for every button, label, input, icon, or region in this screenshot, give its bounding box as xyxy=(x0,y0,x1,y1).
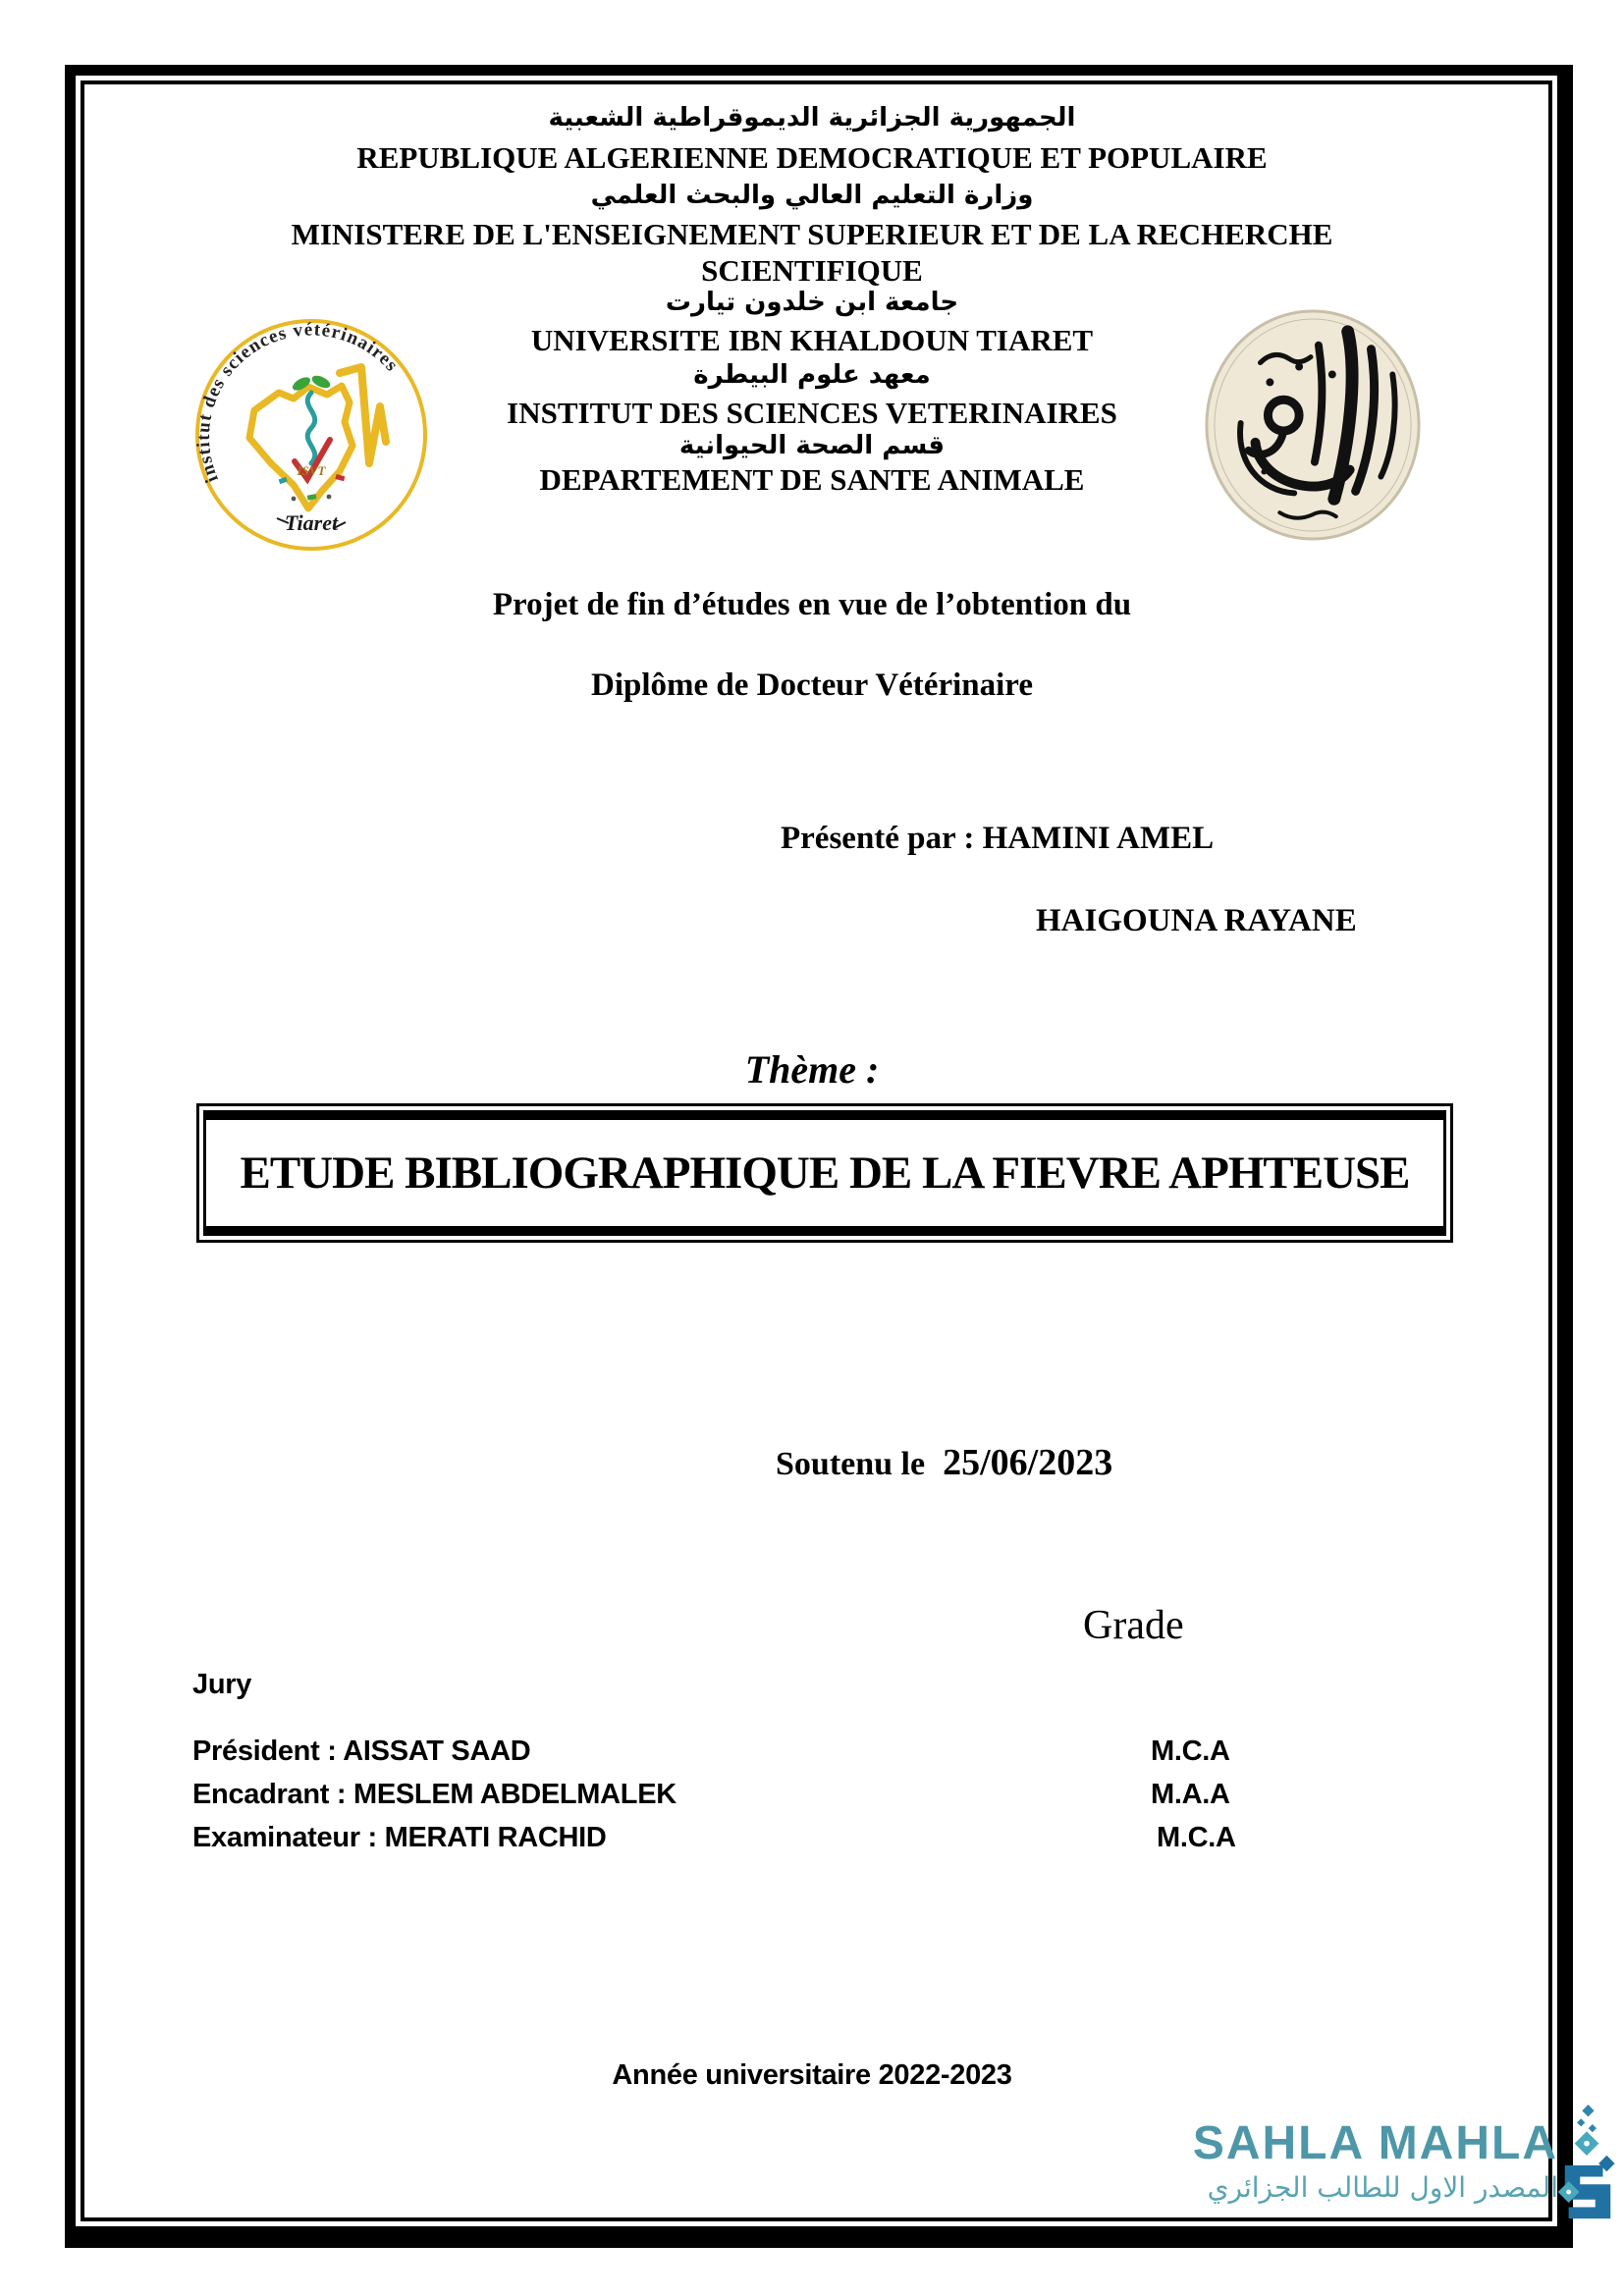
academic-year-line: Année universitaire 2022-2023 xyxy=(612,2059,1012,2091)
jury-member-grade: M.A.A xyxy=(1151,1779,1230,1810)
logo-city-text: Tiaret xyxy=(284,510,339,535)
watermark-kufic-logo-icon xyxy=(1557,2103,1618,2222)
institute-veterinary-sciences-logo xyxy=(192,316,430,554)
diploma-line: Diplôme de Docteur Vétérinaire xyxy=(591,667,1033,703)
jury-row-encadrant xyxy=(192,1779,1624,1811)
defense-label: Soutenu le xyxy=(776,1446,926,1482)
jury-section-label: Jury xyxy=(192,1669,252,1700)
arabic-university-line: جامعة ابن خلدون تيارت xyxy=(665,288,959,317)
french-university-line: UNIVERSITE IBN KHALDOUN TIARET xyxy=(530,323,1094,357)
jury-member-label: Examinateur : MERATI RACHID xyxy=(192,1822,607,1853)
jury-member-grade: M.C.A xyxy=(1157,1822,1236,1853)
presented-by-line: Présenté par : HAMINI AMEL xyxy=(781,821,1215,856)
logo-ring-text: institut des sciences vétérinaires xyxy=(192,319,403,486)
jury-row-examinateur xyxy=(192,1822,1624,1854)
thesis-title: ETUDE BIBLIOGRAPHIQUE DE LA FIEVRE APHTEUSE xyxy=(240,1148,1410,1199)
defense-date-line xyxy=(776,1441,1112,1484)
animal-mark xyxy=(292,497,297,502)
thesis-title-box xyxy=(196,1103,1453,1243)
jury-member-grade: M.C.A xyxy=(1151,1735,1230,1767)
jury-member-label: Président : AISSAT SAAD xyxy=(192,1735,531,1767)
jury-row-president xyxy=(192,1735,1624,1768)
project-intro-line: Projet de fin d’études en vue de l’obtention du xyxy=(492,587,1132,622)
watermark-brand-text: SAHLA MAHLA xyxy=(1192,2117,1558,2169)
grade-column-header: Grade xyxy=(1083,1603,1184,1648)
french-republic-line: REPUBLIQUE ALGERIENNE DEMOCRATIQUE ET POPULAIRE xyxy=(356,140,1268,175)
arabic-department-line: قسم الصحة الحيوانية xyxy=(678,431,946,460)
animal-mark xyxy=(327,495,332,500)
french-department-line: DEPARTEMENT DE SANTE ANIMALE xyxy=(539,462,1085,497)
second-author-line: HAIGOUNA RAYANE xyxy=(1036,903,1357,938)
ibn-khaldoun-university-seal xyxy=(1202,306,1424,544)
arabic-republic-line: الجمهورية الجزائرية الديموقراطية الشعبية xyxy=(548,103,1076,133)
theme-label: Thème : xyxy=(744,1047,880,1092)
watermark-arabic-tagline: المصدر الاول للطالب الجزائري xyxy=(1207,2171,1558,2204)
arabic-institute-line: معهد علوم البيطرة xyxy=(693,360,931,390)
defense-date: 25/06/2023 xyxy=(943,1442,1113,1483)
logo-monogram: ISVT xyxy=(297,463,326,478)
french-ministry-line: MINISTERE DE L'ENSEIGNEMENT SUPERIEUR ET DE LA RECHERCHE SCIENTIFIQUE xyxy=(291,217,1333,288)
arabic-ministry-line: وزارة التعليم العالي والبحث العلمي xyxy=(590,181,1034,210)
jury-member-label: Encadrant : MESLEM ABDELMALEK xyxy=(192,1779,677,1810)
french-institute-line: INSTITUT DES SCIENCES VETERINAIRES xyxy=(507,396,1117,430)
